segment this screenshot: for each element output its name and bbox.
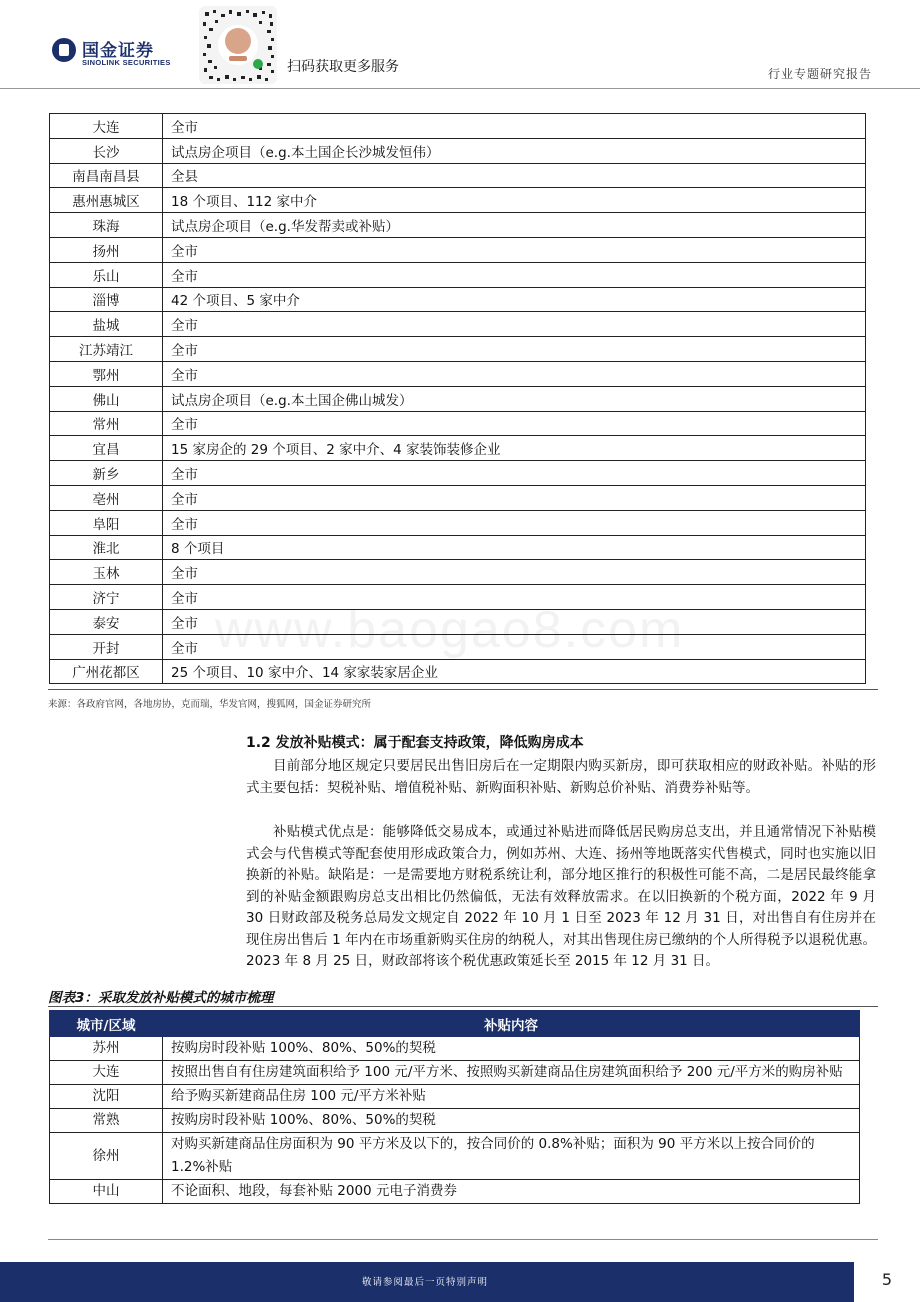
city-cell: 常熟	[50, 1109, 163, 1133]
table-row	[50, 634, 866, 659]
brand-name-cn: 国金证券	[82, 41, 154, 61]
city-cell: 惠州惠城区	[50, 188, 163, 213]
city-cell: 新乡	[50, 461, 163, 486]
scope-cell: 42 个项目、5 家中介	[163, 287, 866, 312]
page-number-box	[854, 1262, 920, 1302]
city-cell: 长沙	[50, 138, 163, 163]
table-row	[50, 1180, 860, 1204]
city-cell: 淮北	[50, 535, 163, 560]
city-cell: 开封	[50, 634, 163, 659]
city-cell: 中山	[50, 1180, 163, 1204]
scope-cell: 全市	[163, 114, 866, 139]
city-cell: 宜昌	[50, 436, 163, 461]
city-cell: 玉林	[50, 560, 163, 585]
section-paragraph-1: 目前部分地区规定只要居民出售旧房后在一定期限内购买新房，即可获取相应的财政补贴。补贴的形式主要包括：契税补贴、增值税补贴、新购面积补贴、新购总价补贴、消费券补贴等。	[246, 758, 876, 796]
table-row	[50, 1133, 860, 1180]
trade-in-city-table	[49, 113, 866, 684]
city-cell: 鄂州	[50, 361, 163, 386]
table-row	[50, 237, 866, 262]
city-cell: 阜阳	[50, 510, 163, 535]
table-row	[50, 510, 866, 535]
scope-cell: 试点房企项目（e.g.本土国企长沙城发恒伟）	[163, 138, 866, 163]
table-row	[50, 485, 866, 510]
table-row	[50, 188, 866, 213]
scope-cell: 全市	[163, 609, 866, 634]
page-header	[0, 0, 920, 90]
scope-cell: 全市	[163, 337, 866, 362]
page-footer	[0, 1262, 920, 1302]
table-row	[50, 114, 866, 139]
qr-code-icon[interactable]	[199, 6, 277, 84]
subsidy-content-cell: 按照出售自有住房建筑面积给予 100 元/平方米、按照购买新建商品住房建筑面积给予 200 元/平方米的购房补贴	[163, 1061, 860, 1085]
city-cell: 常州	[50, 411, 163, 436]
scope-cell: 8 个项目	[163, 535, 866, 560]
table-header-row	[50, 1011, 860, 1037]
scope-cell: 全市	[163, 585, 866, 610]
city-cell: 淄博	[50, 287, 163, 312]
source-divider	[48, 689, 878, 690]
scope-cell: 全县	[163, 163, 866, 188]
figure-divider	[48, 1006, 878, 1007]
table-row	[50, 1037, 860, 1061]
scope-cell: 全市	[163, 262, 866, 287]
scope-cell: 全市	[163, 411, 866, 436]
table-row	[50, 659, 866, 684]
city-cell: 珠海	[50, 213, 163, 238]
city-cell: 盐城	[50, 312, 163, 337]
disclaimer-note: 敬请参阅最后一页特别声明	[361, 1277, 488, 1288]
scope-cell: 全市	[163, 634, 866, 659]
table-row	[50, 535, 866, 560]
table-row	[50, 163, 866, 188]
scope-cell: 全市	[163, 560, 866, 585]
city-cell: 苏州	[50, 1037, 163, 1061]
subsidy-content-cell: 对购买新建商品住房面积为 90 平方米及以下的，按合同价的 0.8%补贴；面积为 90 平方米以上按合同价的 1.2%补贴	[163, 1133, 860, 1180]
section-title: 1.2 发放补贴模式：属于配套支持政策，降低购房成本	[246, 735, 584, 751]
scan-for-service-text: 扫码获取更多服务	[287, 59, 399, 75]
table-row	[50, 1061, 860, 1085]
scope-cell: 15 家房企的 29 个项目、2 家中介、4 家装饰装修企业	[163, 436, 866, 461]
table-row	[50, 560, 866, 585]
figure-title: 图表3：采取发放补贴模式的城市梳理	[48, 990, 274, 1006]
scope-cell: 全市	[163, 510, 866, 535]
table-row	[50, 436, 866, 461]
table-row	[50, 411, 866, 436]
scope-cell: 全市	[163, 461, 866, 486]
table-row	[50, 287, 866, 312]
city-cell: 大连	[50, 114, 163, 139]
scope-cell: 全市	[163, 485, 866, 510]
city-cell: 亳州	[50, 485, 163, 510]
table-row	[50, 585, 866, 610]
city-cell: 乐山	[50, 262, 163, 287]
column-header-content: 补贴内容	[163, 1011, 860, 1037]
scope-cell: 25 个项目、10 家中介、14 家家装家居企业	[163, 659, 866, 684]
scope-cell: 试点房企项目（e.g.华发帮卖或补贴）	[163, 213, 866, 238]
scope-cell: 18 个项目、112 家中介	[163, 188, 866, 213]
table-row	[50, 312, 866, 337]
subsidy-content-cell: 给予购买新建商品住房 100 元/平方米补贴	[163, 1085, 860, 1109]
sinolink-logo-icon	[52, 38, 76, 62]
city-cell: 佛山	[50, 386, 163, 411]
table-row	[50, 609, 866, 634]
brand-name-en: SINOLINK SECURITIES	[82, 58, 171, 67]
section-paragraph-2: 补贴模式优点是：能够降低交易成本，或通过补贴进而降低居民购房总支出，并且通常情况下补贴模式会与代售模式等配套使用形成政策合力，例如苏州、大连、扬州等地既落实代售模式，同时也实施以旧换新的补贴。缺陷是：一是需要地方财税系统让利，部分地区推行的积极性可能不高，二是居民最终能拿到的补贴金额跟购房总支出相比仍然偏低，无法有效释放需求。在以旧换新的个税方面，2022 年 9 月 30 日财政部及税务总局发文规定自 2022 年 10 月 1 日至 2023 年 12 月 31 日，对出售自有住房并在现住房出售后 1 年内在市场重新购买住房的纳税人，对其出售现住房已缴纳的个人所得税予以退税优惠。2023 年 8 月 25 日，财政部将该个税优惠政策延长至 2015 年 12 月 31 日。	[246, 824, 876, 969]
table-row	[50, 262, 866, 287]
table-row	[50, 1109, 860, 1133]
table-row	[50, 337, 866, 362]
table-row	[50, 213, 866, 238]
city-cell: 广州花都区	[50, 659, 163, 684]
subsidy-content-cell: 按购房时段补贴 100%、80%、50%的契税	[163, 1037, 860, 1061]
city-cell: 济宁	[50, 585, 163, 610]
city-cell: 徐州	[50, 1133, 163, 1180]
scope-cell: 全市	[163, 361, 866, 386]
city-cell: 大连	[50, 1061, 163, 1085]
page-number: 5	[881, 1270, 892, 1289]
subsidy-content-cell: 不论面积、地段，每套补贴 2000 元电子消费券	[163, 1180, 860, 1204]
report-type-label: 行业专题研究报告	[767, 67, 872, 81]
city-cell: 扬州	[50, 237, 163, 262]
table-row	[50, 386, 866, 411]
city-cell: 泰安	[50, 609, 163, 634]
table-row	[50, 1085, 860, 1109]
column-header-city: 城市/区域	[50, 1011, 163, 1037]
bottom-divider	[48, 1239, 878, 1240]
table-row	[50, 138, 866, 163]
scope-cell: 全市	[163, 237, 866, 262]
header-divider	[0, 88, 920, 89]
scope-cell: 试点房企项目（e.g.本土国企佛山城发）	[163, 386, 866, 411]
city-cell: 南昌南昌县	[50, 163, 163, 188]
subsidy-content-cell: 按购房时段补贴 100%、80%、50%的契税	[163, 1109, 860, 1133]
city-cell: 沈阳	[50, 1085, 163, 1109]
table-row	[50, 461, 866, 486]
subsidy-city-table	[49, 1010, 860, 1204]
table-source-note: 来源：各政府官网，各地房协，克而瑞，华发官网，搜狐网，国金证券研究所	[48, 699, 372, 710]
scope-cell: 全市	[163, 312, 866, 337]
watermark-text: www.baogao8.com	[215, 601, 685, 659]
city-cell: 江苏靖江	[50, 337, 163, 362]
table-row	[50, 361, 866, 386]
